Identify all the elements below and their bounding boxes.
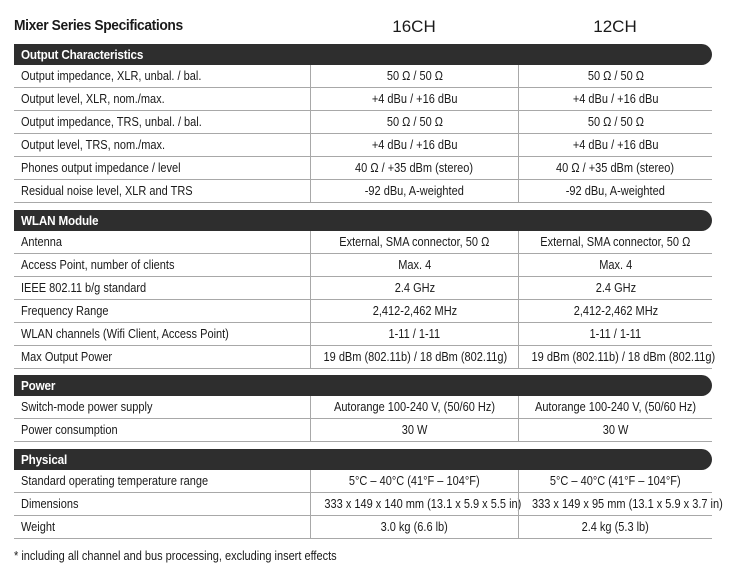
spec-value-12ch (518, 88, 712, 110)
spec-section (14, 44, 712, 203)
spec-value-text: 2,412-2,462 MHz (372, 304, 457, 318)
spec-row (14, 396, 712, 419)
spec-label (14, 300, 310, 322)
spec-header (14, 14, 712, 42)
section-title: WLAN Module (21, 213, 99, 228)
spec-value-text: 40 Ω / +35 dBm (stereo) (556, 161, 675, 175)
spec-label-text: Weight (21, 520, 56, 534)
spec-row (14, 323, 712, 346)
spec-value-12ch (518, 157, 712, 179)
spec-row (14, 470, 712, 493)
spec-label (14, 493, 310, 515)
spec-value-12ch (518, 180, 712, 202)
spec-value-text: -92 dBu, A-weighted (364, 184, 465, 198)
spec-row (14, 277, 712, 300)
section-header (14, 210, 712, 231)
spec-label-text: Phones output impedance / level (21, 161, 181, 175)
spec-value-16ch (310, 323, 518, 345)
spec-label-text: Switch-mode power supply (21, 400, 153, 414)
spec-value-12ch (518, 65, 712, 87)
column-header-12ch: 12CH (593, 17, 637, 36)
spec-label-text: Output impedance, TRS, unbal. / bal. (21, 115, 202, 129)
spec-value-12ch (518, 111, 712, 133)
spec-value-text: +4 dBu / +16 dBu (572, 92, 659, 106)
spec-value-16ch (310, 65, 518, 87)
spec-value-12ch (518, 254, 712, 276)
page-title: Mixer Series Specifications (14, 17, 183, 34)
spec-label (14, 134, 310, 156)
spec-label (14, 323, 310, 345)
spec-value-16ch (310, 111, 518, 133)
spec-value-text: +4 dBu / +16 dBu (371, 138, 458, 152)
spec-value-text: 50 Ω / 50 Ω (587, 69, 644, 83)
spec-value-12ch (518, 323, 712, 345)
spec-value-text: 333 x 149 x 95 mm (13.1 x 5.9 x 3.7 in) (532, 497, 723, 511)
spec-value-16ch (310, 157, 518, 179)
spec-value-12ch (518, 231, 712, 253)
spec-value-text: 5°C – 40°C (41°F – 104°F) (349, 474, 480, 488)
spec-value-text: 3.0 kg (6.6 lb) (380, 520, 449, 534)
spec-value-16ch (310, 300, 518, 322)
spec-value-12ch (518, 493, 723, 515)
section-title: Physical (21, 452, 68, 467)
spec-value-16ch (310, 180, 518, 202)
spec-value-16ch (310, 493, 522, 515)
spec-label (14, 516, 310, 538)
column-header-16ch: 16CH (392, 17, 436, 36)
spec-value-text: Autorange 100-240 V, (50/60 Hz) (534, 400, 697, 414)
spec-value-text: 1-11 / 1-11 (589, 327, 642, 341)
section-header (14, 449, 712, 470)
spec-value-12ch (518, 396, 712, 418)
spec-label-text: Dimensions (21, 497, 79, 511)
spec-value-text: 2,412-2,462 MHz (573, 304, 658, 318)
spec-label (14, 346, 310, 368)
spec-value-16ch (310, 254, 518, 276)
section-title: Power (21, 378, 56, 393)
spec-value-12ch (518, 516, 712, 538)
spec-value-16ch (310, 134, 518, 156)
spec-row (14, 254, 712, 277)
spec-label-text: Max Output Power (21, 350, 113, 364)
spec-label (14, 254, 310, 276)
spec-label (14, 180, 310, 202)
spec-value-12ch (518, 419, 712, 441)
section-title: Output Characteristics (21, 47, 144, 62)
spec-value-text: Max. 4 (397, 258, 431, 272)
spec-value-16ch (310, 346, 518, 368)
spec-value-text: External, SMA connector, 50 Ω (540, 235, 691, 249)
spec-label-text: IEEE 802.11 b/g standard (21, 281, 147, 295)
spec-section (14, 375, 712, 442)
spec-value-text: 5°C – 40°C (41°F – 104°F) (550, 474, 681, 488)
spec-row (14, 516, 712, 539)
spec-row (14, 180, 712, 203)
spec-label-text: Residual noise level, XLR and TRS (21, 184, 193, 198)
spec-value-16ch (310, 231, 518, 253)
spec-value-text: 50 Ω / 50 Ω (587, 115, 644, 129)
spec-value-text: 19 dBm (802.11b) / 18 dBm (802.11g) (531, 350, 716, 364)
spec-value-16ch (310, 88, 518, 110)
spec-label (14, 157, 310, 179)
spec-row (14, 231, 712, 254)
spec-value-12ch (518, 346, 716, 368)
spec-value-text: Max. 4 (598, 258, 632, 272)
spec-label-text: Frequency Range (21, 304, 109, 318)
section-header (14, 44, 712, 65)
spec-label-text: Power consumption (21, 423, 118, 437)
spec-label-text: Output level, XLR, nom./max. (21, 92, 165, 106)
spec-label (14, 396, 310, 418)
spec-label (14, 65, 310, 87)
spec-row (14, 493, 723, 516)
spec-value-text: 1-11 / 1-11 (388, 327, 441, 341)
spec-value-12ch (518, 470, 712, 492)
spec-row (14, 134, 712, 157)
spec-label (14, 470, 310, 492)
spec-label-text: Output level, TRS, nom./max. (21, 138, 166, 152)
spec-label-text: Standard operating temperature range (21, 474, 209, 488)
spec-value-16ch (310, 516, 518, 538)
spec-section (14, 449, 723, 539)
spec-label (14, 231, 310, 253)
spec-value-12ch (518, 277, 712, 299)
spec-value-16ch (310, 396, 518, 418)
spec-value-text: 30 W (602, 423, 629, 437)
spec-value-text: 50 Ω / 50 Ω (386, 69, 443, 83)
spec-value-12ch (518, 300, 712, 322)
spec-label (14, 277, 310, 299)
spec-row (14, 300, 712, 323)
footnote (14, 549, 381, 563)
spec-label-text: Output impedance, XLR, unbal. / bal. (21, 69, 202, 83)
spec-label (14, 111, 310, 133)
spec-value-text: 19 dBm (802.11b) / 18 dBm (802.11g) (323, 350, 508, 364)
spec-label (14, 88, 310, 110)
footnote-text: * including all channel and bus processing, excluding insert effects (14, 549, 337, 563)
spec-row (14, 346, 716, 369)
spec-value-text: 40 Ω / +35 dBm (stereo) (355, 161, 474, 175)
spec-row (14, 157, 712, 180)
section-header (14, 375, 712, 396)
spec-value-text: Autorange 100-240 V, (50/60 Hz) (333, 400, 496, 414)
spec-label (14, 419, 310, 441)
spec-row (14, 419, 712, 442)
spec-value-text: 2.4 GHz (394, 281, 435, 295)
spec-value-text: +4 dBu / +16 dBu (572, 138, 659, 152)
spec-value-text: 30 W (401, 423, 428, 437)
spec-value-text: 2.4 GHz (595, 281, 636, 295)
spec-row (14, 111, 712, 134)
spec-value-text: -92 dBu, A-weighted (565, 184, 666, 198)
spec-value-text: 333 x 149 x 140 mm (13.1 x 5.9 x 5.5 in) (324, 497, 522, 511)
spec-value-16ch (310, 277, 518, 299)
spec-value-text: 50 Ω / 50 Ω (386, 115, 443, 129)
spec-value-12ch (518, 134, 712, 156)
spec-label-text: Antenna (21, 235, 62, 249)
spec-section (14, 210, 716, 369)
spec-row (14, 65, 712, 88)
spec-row (14, 88, 712, 111)
spec-value-text: +4 dBu / +16 dBu (371, 92, 458, 106)
spec-value-text: 2.4 kg (5.3 lb) (581, 520, 650, 534)
spec-value-16ch (310, 419, 518, 441)
spec-label-text: Access Point, number of clients (21, 258, 175, 272)
spec-value-16ch (310, 470, 518, 492)
spec-value-text: External, SMA connector, 50 Ω (339, 235, 490, 249)
spec-label-text: WLAN channels (Wifi Client, Access Point) (21, 327, 229, 341)
